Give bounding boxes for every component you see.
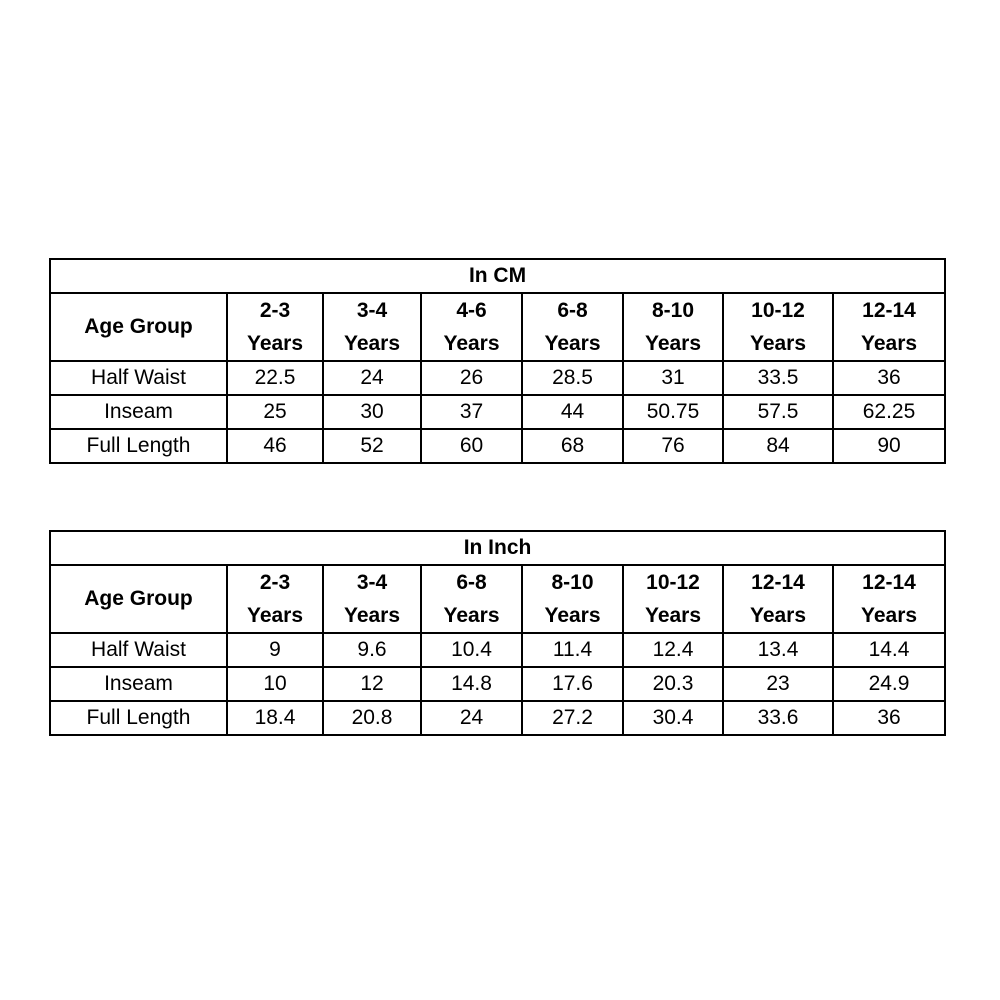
table-title: In Inch <box>50 531 945 565</box>
age-range: 6-8 <box>557 299 588 322</box>
table-cell: 50.75 <box>623 395 723 429</box>
table-cell: 30.4 <box>623 701 723 735</box>
table-cell: 60 <box>421 429 522 463</box>
age-range: 12-14 <box>751 571 805 594</box>
age-range: 8-10 <box>551 571 594 594</box>
table-header-row <box>50 565 945 633</box>
age-range: 10-12 <box>646 571 700 594</box>
age-range: 8-10 <box>651 299 695 322</box>
table-cell: 33.5 <box>723 361 833 395</box>
row-label: Full Length <box>50 701 227 735</box>
table-cell: 26 <box>421 361 522 395</box>
row-label: Inseam <box>50 667 227 701</box>
age-column-header <box>623 293 723 361</box>
age-unit: Years <box>544 604 601 627</box>
table-cell: 14.8 <box>421 667 522 701</box>
table-cell: 33.6 <box>723 701 833 735</box>
table-cell: 10 <box>227 667 323 701</box>
table-title-row <box>50 531 945 565</box>
table-row-full-length <box>50 701 945 735</box>
table-title: In CM <box>50 259 945 293</box>
age-range: 2-3 <box>259 571 291 594</box>
table-cell: 17.6 <box>522 667 623 701</box>
row-label: Inseam <box>50 395 227 429</box>
table-cell: 13.4 <box>723 633 833 667</box>
size-chart-table-inch <box>49 530 946 736</box>
age-range: 2-3 <box>259 299 291 322</box>
table-cell: 9 <box>227 633 323 667</box>
age-unit: Years <box>443 604 500 627</box>
table-row-inseam <box>50 667 945 701</box>
age-column-header <box>723 565 833 633</box>
table-cell: 9.6 <box>323 633 421 667</box>
age-column-header <box>227 293 323 361</box>
table-cell: 18.4 <box>227 701 323 735</box>
table-cell: 90 <box>833 429 945 463</box>
table-cell: 57.5 <box>723 395 833 429</box>
age-unit: Years <box>246 604 304 627</box>
table-row-inseam <box>50 395 945 429</box>
table-cell: 20.3 <box>623 667 723 701</box>
table-row-half-waist <box>50 633 945 667</box>
table-cell: 27.2 <box>522 701 623 735</box>
age-column-header <box>833 293 945 361</box>
table-cell: 76 <box>623 429 723 463</box>
age-range: 6-8 <box>456 571 487 594</box>
age-range: 12-14 <box>862 571 916 594</box>
table-cell: 84 <box>723 429 833 463</box>
table-cell: 30 <box>323 395 421 429</box>
table-header-row <box>50 293 945 361</box>
age-unit: Years <box>644 332 702 355</box>
age-range: 3-4 <box>356 299 388 322</box>
age-column-header <box>723 293 833 361</box>
age-column-header <box>227 565 323 633</box>
age-column-header <box>623 565 723 633</box>
age-column-header <box>421 565 522 633</box>
table-title-row <box>50 259 945 293</box>
table-cell: 68 <box>522 429 623 463</box>
table-cell: 12.4 <box>623 633 723 667</box>
table-cell: 36 <box>833 361 945 395</box>
table-cell: 31 <box>623 361 723 395</box>
age-unit: Years <box>860 604 918 627</box>
table-cell: 12 <box>323 667 421 701</box>
age-range: 4-6 <box>456 299 487 322</box>
table-cell: 24 <box>421 701 522 735</box>
table-cell: 28.5 <box>522 361 623 395</box>
age-column-header <box>833 565 945 633</box>
table-cell: 20.8 <box>323 701 421 735</box>
size-chart-table-cm <box>49 258 946 464</box>
age-unit: Years <box>860 332 918 355</box>
table-cell: 11.4 <box>522 633 623 667</box>
table-cell: 10.4 <box>421 633 522 667</box>
age-unit: Years <box>443 332 500 355</box>
age-range: 12-14 <box>862 299 916 322</box>
table-cell: 24 <box>323 361 421 395</box>
age-column-header <box>522 293 623 361</box>
age-unit: Years <box>644 604 702 627</box>
table-cell: 36 <box>833 701 945 735</box>
table-row-half-waist <box>50 361 945 395</box>
age-unit: Years <box>343 604 401 627</box>
age-column-header <box>421 293 522 361</box>
table-cell: 25 <box>227 395 323 429</box>
table-cell: 46 <box>227 429 323 463</box>
age-column-header <box>323 565 421 633</box>
table-cell: 24.9 <box>833 667 945 701</box>
age-unit: Years <box>246 332 304 355</box>
age-column-header <box>323 293 421 361</box>
age-unit: Years <box>343 332 401 355</box>
age-group-header: Age Group <box>50 565 227 633</box>
age-unit: Years <box>544 332 601 355</box>
table-cell: 44 <box>522 395 623 429</box>
table-cell: 52 <box>323 429 421 463</box>
row-label: Half Waist <box>50 633 227 667</box>
table-cell: 62.25 <box>833 395 945 429</box>
row-label: Half Waist <box>50 361 227 395</box>
table-cell: 23 <box>723 667 833 701</box>
row-label: Full Length <box>50 429 227 463</box>
table-cell: 37 <box>421 395 522 429</box>
age-range: 10-12 <box>751 299 805 322</box>
table-row-full-length <box>50 429 945 463</box>
age-unit: Years <box>749 332 807 355</box>
age-range: 3-4 <box>356 571 388 594</box>
age-group-header: Age Group <box>50 293 227 361</box>
table-cell: 22.5 <box>227 361 323 395</box>
table-cell: 14.4 <box>833 633 945 667</box>
age-column-header <box>522 565 623 633</box>
age-unit: Years <box>749 604 807 627</box>
